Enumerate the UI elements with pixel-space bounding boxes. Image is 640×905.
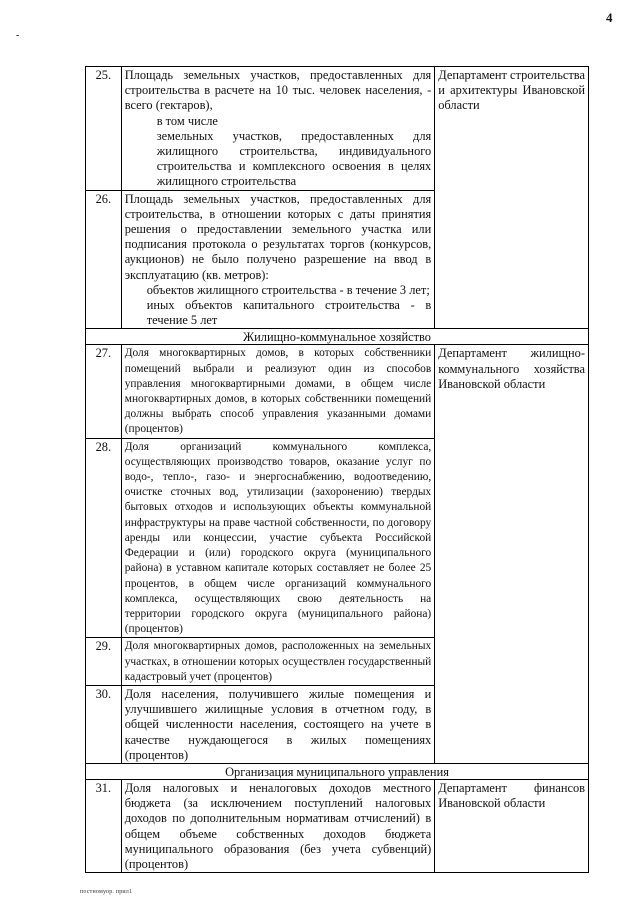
- description-paragraph: объектов жилищного строительства - в течение 3 лет;: [146, 282, 430, 297]
- description-paragraph: Доля организаций коммунального комплекса, осуществляющих производство товаров, оказание услуг по водо-, тепло-, газо- и энергоснабжению, водоотведению, очистке сточных вод, утилизации (захоронению) твердых бытовых отходов и использующих объекты коммунальной инфраструктуры на праве частной собственности, по договору аренды или концессии, участие субъекта Российской Федерации и (или) городского округа (муниципального района) в уставном капитале которых составляет не более 25 процентов, в общем числе организаций коммунального комплекса, осуществляющих свою деятельность на территории городского округа (муниципального района) (процентов): [124, 440, 432, 636]
- page-number-mark: 4: [606, 10, 613, 25]
- description-paragraph: Доля налоговых и неналоговых доходов местного бюджета (за исключением поступлений налоговых доходов по дополнительным нормативам отчислений) в общем объеме собственных доходов бюджета муниципального образования (без учета субвенций) (процентов): [124, 780, 432, 871]
- responsible-department: Департамент строительства и архитектуры Ивановской области: [435, 67, 589, 329]
- table-row: [86, 345, 589, 438]
- table-row: [86, 779, 589, 872]
- row-number: 26.: [86, 190, 122, 329]
- row-number: 28.: [86, 438, 122, 638]
- description-paragraph: Площадь земельных участков, предоставленных для строительства, в отношении которых с даты принятия решения о предоставлении земельного участка или подписания протокола о результатах торгов (конкурсов, аукционов) не было получено разрешение на ввод в эксплуатацию (кв. метров):: [124, 191, 432, 282]
- footer-filename: постномуор. прил1: [80, 889, 133, 895]
- description-paragraph: земельных участков, предоставленных для жилищного строительства, индивидуального строительства и комплексного освоения в целях жилищного строительства: [156, 128, 432, 189]
- description-paragraph: в том числе: [156, 113, 218, 128]
- indicators-table: [85, 66, 589, 873]
- description-paragraph: иных объектов капитального строительства - в течение 5 лет: [146, 298, 432, 328]
- section-header-row: [86, 763, 589, 779]
- description-paragraph: Площадь земельных участков, предоставленных для строительства в расчете на 10 тыс. человек населения, - всего (гектаров),: [124, 68, 432, 113]
- indicator-description: [121, 345, 435, 438]
- indicator-description: [121, 779, 435, 872]
- section-title: Организация муниципального управления: [86, 763, 589, 779]
- indicators-table-body: [86, 67, 589, 873]
- section-title: Жилищно-коммунальное хозяйство: [86, 329, 589, 345]
- row-number: 29.: [86, 638, 122, 686]
- indicator-description: [121, 638, 435, 686]
- row-number: 30.: [86, 685, 122, 763]
- row-number: 27.: [86, 345, 122, 438]
- indicator-description: [121, 67, 435, 191]
- description-paragraph: Доля многоквартирных домов, в которых собственники помещений выбрали и реализуют один из способов управления многоквартирными домами, в общем числе многоквартирных домов, в которых собственники помещений должны выбрать способ управления указанными домами (процентов): [124, 347, 432, 436]
- indicator-description: [121, 190, 435, 329]
- section-header-row: [86, 329, 589, 345]
- table-row: [86, 67, 589, 191]
- responsible-department: Департамент финансов Ивановской области: [435, 779, 589, 872]
- indicator-description: [121, 685, 435, 763]
- description-paragraph: Доля многоквартирных домов, расположенных на земельных участках, в отношении которых осуществлен государственный кадастровый учет (процентов): [124, 640, 432, 683]
- description-paragraph: Доля населения, получившего жилые помещения и улучшившего жилищные условия в отчетном году, в общей численности населения, состоящего на учете в качестве нуждающегося в жилых помещениях (процентов): [124, 686, 432, 762]
- indicator-description: [121, 438, 435, 638]
- responsible-department: Департамент жилищно-коммунального хозяйства Ивановской области: [435, 345, 589, 763]
- row-number: 25.: [86, 67, 122, 191]
- margin-mark: -: [16, 30, 20, 41]
- row-number: 31.: [86, 779, 122, 872]
